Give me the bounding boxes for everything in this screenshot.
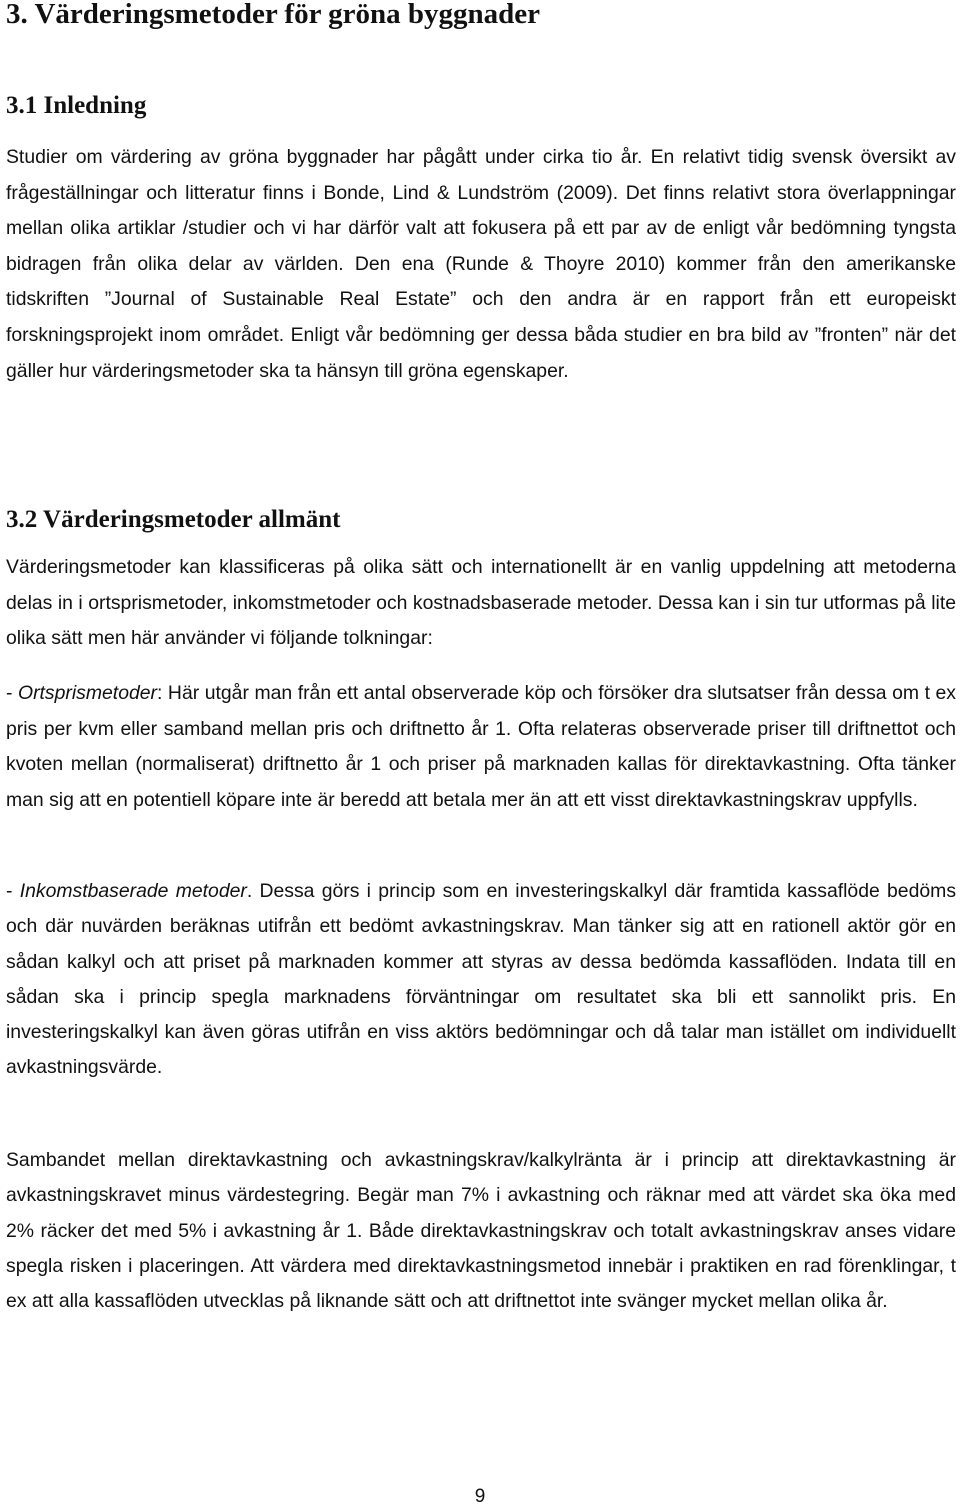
paragraph-intro: Värderingsmetoder kan klassificeras på olika sätt och internationellt är en vanlig uppdelning att metoderna delas in i ortsprismetoder, inkomstmetoder och kostnadsbaserade metoder. Dessa kan i sin tur utformas på lite olika sätt men här använder vi följande tolkningar: xyxy=(6,556,956,650)
list-dash: - xyxy=(6,682,18,704)
list-item-inkomstbaserade xyxy=(6,874,956,1086)
list-dash: - xyxy=(6,880,20,902)
page-number: 9 xyxy=(474,1486,486,1507)
term-ortsprismetoder: Ortsprismetoder xyxy=(18,682,158,704)
section-heading-inledning: 3.1 Inledning xyxy=(6,92,147,119)
section-heading-varderingsmetoder: 3.2 Värderingsmetoder allmänt xyxy=(6,506,341,533)
list-item-text: . Dessa görs i princip som en investeringskalkyl där framtida kassaflöde bedöms och där nuvärden beräknas utifrån ett bedömt avkastningskrav. Man tänker sig att en rationell aktör gör en sådan kalkyl och att priset på marknaden kommer att styras av dessa bedömda kassaflöden. Indata till en sådan ska i princip spegla marknadens förväntningar om resultatet ska bli ett sannolikt pris. En investeringskalkyl kan även göras utifrån en viss aktörs bedömningar och då talar man istället om individuellt avkastningsvärde. xyxy=(6,880,957,1079)
term-inkomstbaserade: Inkomstbaserade metoder xyxy=(19,880,247,902)
list-item-ortsprismetoder xyxy=(6,676,956,818)
paragraph-sambandet: Sambandet mellan direktavkastning och avkastningskrav/kalkylränta är i princip att direktavkastning är avkastningskravet minus värdestegring. Begär man 7% i avkastning och räknar med att värdet ska öka med 2% räcker det med 5% i avkastning år 1. Både direktavkastningskrav och totalt avkastningskrav anses vidare spegla risken i placeringen. Att värdera med direktavkastningsmetod innebär i praktiken en rad förenklingar, t ex att alla kassaflöden utvecklas på liknande sätt och att driftnettot inte svänger mycket mellan olika år. xyxy=(6,1149,956,1313)
list-item-text: : Här utgår man från ett antal observerade köp och försöker dra slutsatser från dessa om t ex pris per kvm eller samband mellan pris och driftnetto år 1. Ofta relateras observerade priser till driftnettot och kvoten mellan (normaliserat) driftnetto år 1 och priser på marknaden kallas för direktavkastning. Ofta tänker man sig att en potentiell köpare inte är beredd att betala mer än att ett visst direktavkastningskrav uppfylls. xyxy=(6,682,956,811)
paragraph-inledning: Studier om värdering av gröna byggnader har pågått under cirka tio år. En relativt tidig svensk översikt av frågeställningar och litteratur finns i Bonde, Lind & Lundström (2009). Det finns relativt stora överlappningar mellan olika artiklar /studier och vi har därför valt att fokusera på ett par av de enligt vår bedömning tyngsta bidragen från olika delar av världen. Den ena (Runde & Thoyre 2010) kommer från den amerikanske tidskriften ”Journal of Sustainable Real Estate” och den andra är en rapport från ett europeiskt forskningsprojekt inom området. Enligt vår bedömning ger dessa båda studier en bra bild av ”fronten” när det gäller hur värderingsmetoder ska ta hänsyn till gröna egenskaper. xyxy=(6,146,956,382)
chapter-title: 3. Värderingsmetoder för gröna byggnader xyxy=(6,0,541,30)
